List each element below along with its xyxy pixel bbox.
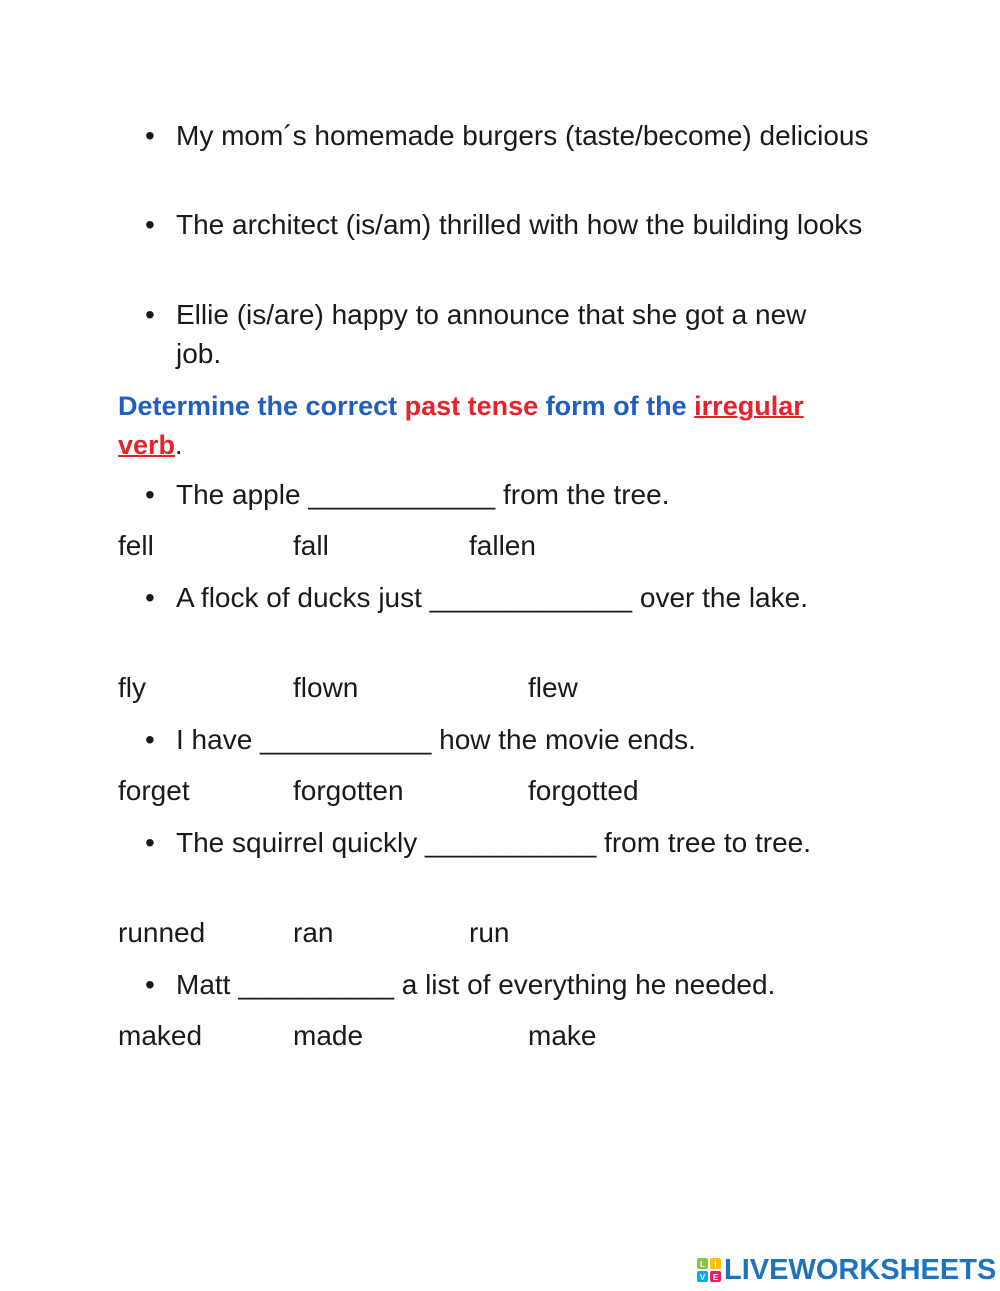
heading-highlight-irregular-verb: irregular verb bbox=[118, 391, 804, 460]
bullet-icon: • bbox=[145, 969, 155, 1000]
heading-text: form of the bbox=[538, 391, 695, 421]
answer-option[interactable]: forget bbox=[118, 775, 190, 806]
svg-text:I: I bbox=[714, 1260, 717, 1269]
svg-text:L: L bbox=[700, 1260, 705, 1269]
logo-text: LIVEWORKSHEETS bbox=[724, 1254, 997, 1286]
answer-option[interactable]: runned bbox=[118, 917, 206, 948]
heading-highlight-past-tense: past tense bbox=[404, 391, 539, 421]
question-sentence: I have ___________ how the movie ends. bbox=[176, 724, 696, 755]
answer-option[interactable]: make bbox=[528, 1020, 597, 1051]
question-sentence: The apple ____________ from the tree. bbox=[176, 479, 670, 510]
svg-text:V: V bbox=[699, 1273, 706, 1282]
bullet-icon: • bbox=[145, 479, 155, 510]
answer-option[interactable]: flew bbox=[528, 672, 578, 703]
question-sentence: Matt __________ a list of everything he needed. bbox=[176, 969, 776, 1000]
answer-option[interactable]: fly bbox=[118, 672, 146, 703]
bullet-icon: • bbox=[145, 724, 155, 755]
answer-option[interactable]: fallen bbox=[469, 530, 536, 561]
intro-item: My mom´s homemade burgers (taste/become) delicious bbox=[176, 120, 869, 151]
answer-option[interactable]: flown bbox=[293, 672, 359, 703]
heading-text: Determine the correct bbox=[118, 391, 405, 421]
answer-option[interactable]: fall bbox=[293, 530, 329, 561]
question-sentence: The squirrel quickly ___________ from tree to tree. bbox=[176, 827, 812, 858]
bullet-icon: • bbox=[145, 299, 155, 330]
heading-period: . bbox=[175, 429, 183, 460]
bullet-icon: • bbox=[145, 120, 155, 151]
intro-item: Ellie (is/are) happy to announce that she got a new job. bbox=[176, 299, 807, 369]
question-sentence: A flock of ducks just _____________ over the lake. bbox=[176, 582, 808, 613]
instruction-heading bbox=[118, 387, 858, 464]
answer-option[interactable]: fell bbox=[118, 530, 154, 561]
svg-text:E: E bbox=[712, 1273, 719, 1282]
answer-option[interactable]: run bbox=[469, 917, 510, 948]
bullet-icon: • bbox=[145, 209, 155, 240]
answer-option[interactable]: made bbox=[293, 1020, 364, 1051]
bullet-icon: • bbox=[145, 827, 155, 858]
liveworksheets-logo[interactable] bbox=[697, 1253, 996, 1287]
answer-option[interactable]: maked bbox=[118, 1020, 203, 1051]
answer-option[interactable]: forgotted bbox=[528, 775, 639, 806]
intro-item: The architect (is/am) thrilled with how the building looks bbox=[176, 209, 863, 240]
bullet-icon: • bbox=[145, 582, 155, 613]
answer-option[interactable]: ran bbox=[293, 917, 334, 948]
liveworksheets-logo-icon bbox=[697, 1258, 721, 1282]
answer-option[interactable]: forgotten bbox=[293, 775, 404, 806]
